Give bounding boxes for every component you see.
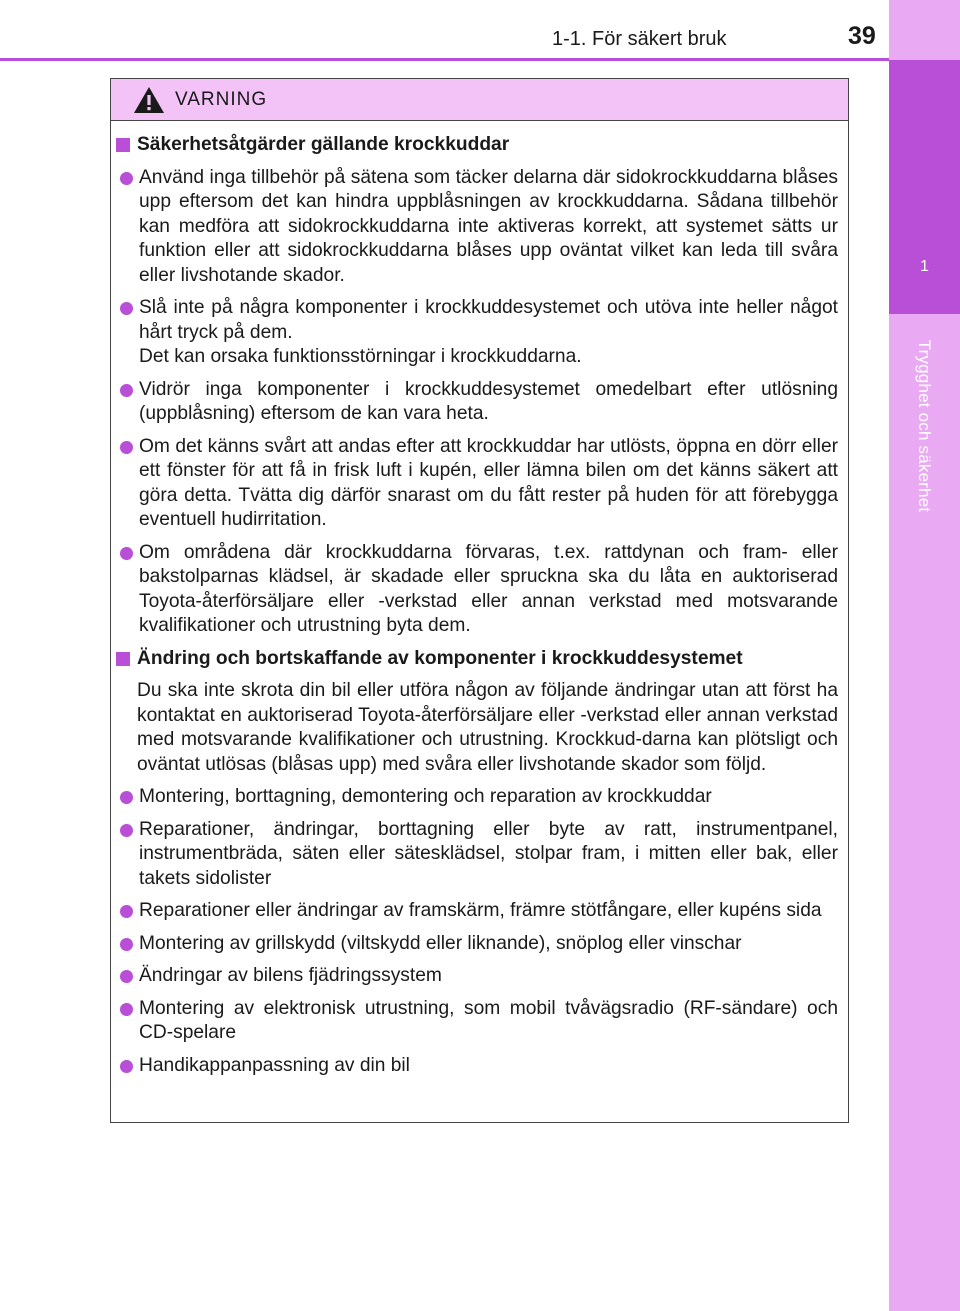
warning-header — [111, 79, 848, 121]
round-bullet-icon — [120, 970, 133, 983]
list-item-text: Ändringar av bilens fjädringssystem — [139, 965, 442, 986]
list-item-text: Montering av grillskydd (viltskydd eller liknande), snöplog eller vinschar — [139, 932, 742, 954]
list-item — [120, 166, 838, 289]
section-heading — [116, 133, 838, 158]
page-number: 39 — [848, 22, 876, 50]
list-item — [120, 964, 838, 989]
list-item — [120, 899, 838, 924]
round-bullet-icon — [120, 1003, 133, 1016]
round-bullet-icon — [120, 172, 133, 185]
section-heading-text: Säkerhetsåtgärder gällande krockkuddar — [137, 134, 510, 155]
round-bullet-icon — [120, 905, 133, 918]
round-bullet-icon — [120, 302, 133, 315]
bullet-list — [116, 785, 838, 1078]
round-bullet-icon — [120, 938, 133, 951]
warning-box — [110, 78, 849, 1123]
list-item — [120, 435, 838, 533]
bullet-list — [116, 166, 838, 639]
round-bullet-icon — [120, 824, 133, 837]
section-title: 1-1. För säkert bruk — [552, 28, 727, 50]
list-item-text: Reparationer eller ändringar av framskärm, främre stötfångare, eller kupéns sida — [139, 900, 822, 921]
list-item-text: Slå inte på några komponenter i krockkuddesystemet och utöva inte heller något hårt tryck på dem. Det kan orsaka funktionsstörningar i krockkuddarna. — [139, 297, 838, 367]
list-item-text: Om det känns svårt att andas efter att krockkuddar har utlösts, öppna en dörr eller ett fönster för att få in frisk luft i kupén, eller lämna bilen om det känns säkert att göra detta. Tvätta dig därför snarast om du fått rester på huden för att förebygga eventuell hudirritation. — [139, 435, 838, 530]
list-item-text: Om områdena där krockkuddarna förvaras, t.ex. rattdynan och fram- eller bakstolparnas klädsel, är skadade eller spruckna ska du låta en auktoriserad Toyota-återförsäljare eller -verkstad eller annan verkstad med motsvarande kvalifikationer och utrustning byta dem. — [139, 541, 838, 636]
chapter-title: Trygghet och säkerhet — [915, 339, 934, 513]
list-item-text: Montering, borttagning, demontering och reparation av krockkuddar — [139, 786, 712, 807]
square-bullet-icon — [116, 652, 130, 666]
round-bullet-icon — [120, 547, 133, 560]
round-bullet-icon — [120, 384, 133, 397]
header-divider — [0, 58, 889, 61]
list-item-text: Använd inga tillbehör på sätena som täcker delarna där sidokrockkuddarna blåses upp eftersom det kan hindra uppblåsningen av krockkuddarna. Sådana tillbehör kan medföra att sidokrockkuddarna inte aktiveras korrekt, att systemet sätts ur funktion eller att sidokrockkuddarna blåses upp oväntat vilket kan leda till svåra eller livshotande skador. — [139, 166, 838, 286]
section-intro-paragraph: Du ska inte skrota din bil eller utföra någon av följande ändringar utan att först ha kontaktat en auktoriserad Toyota-återförsäljare eller -verkstad eller annan verkstad med motsvarande kvalifikationer och utrustning. Krockkud-darna kan plötsligt och oväntat utlösas (blåsas upp) med svåra eller livshotande skador som följd. — [137, 680, 838, 775]
list-item — [120, 541, 838, 639]
list-item-text: Reparationer, ändringar, borttagning eller byte av ratt, instrumentpanel, instrumentbräda, säten eller sätesklädsel, stolpar fram, i mitten eller bak, eller takets sidolister — [139, 818, 838, 889]
round-bullet-icon — [120, 1060, 133, 1073]
list-item — [120, 785, 838, 810]
round-bullet-icon — [120, 441, 133, 454]
list-item-text: Vidrör inga komponenter i krockkuddesystemet omedelbart efter utlösning (uppblåsning) eftersom de kan vara heta. — [139, 378, 838, 424]
square-bullet-icon — [116, 138, 130, 152]
section-heading-text: Ändring och bortskaffande av komponenter i krockkuddesystemet — [137, 647, 743, 669]
warning-label: VARNING — [175, 88, 268, 110]
section-heading — [116, 647, 838, 672]
list-item — [120, 818, 838, 892]
warning-triangle-icon — [133, 86, 165, 114]
list-item-text: Montering av elektronisk utrustning, som mobil tvåvägsradio (RF-sändare) och CD-spelare — [139, 997, 838, 1043]
list-item-text: Handikappanpassning av din bil — [139, 1054, 410, 1076]
list-item — [120, 1054, 838, 1079]
round-bullet-icon — [120, 791, 133, 804]
warning-body — [111, 121, 848, 1078]
chapter-number: 1 — [920, 258, 929, 275]
list-item — [120, 378, 838, 427]
list-item — [120, 296, 838, 370]
list-item — [120, 997, 838, 1046]
list-item — [120, 932, 838, 957]
